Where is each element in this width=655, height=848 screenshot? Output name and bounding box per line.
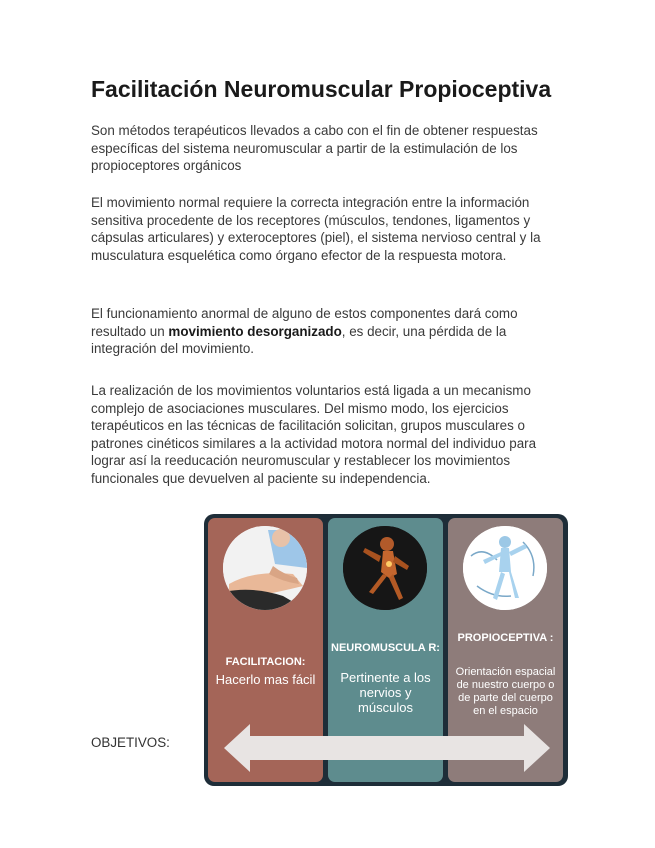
paragraph-definition: Son métodos terapéuticos llevados a cabo con el fin de obtener respuestas específicas del sistema neuromuscular a partir de la estimulación de los propioceptores orgánicos xyxy=(91,123,538,174)
paragraph-voluntary-movements: La realización de los movimientos voluntarios está ligada a un mecanismo complejo de asociaciones musculares. Del mismo modo, los ejercicios terapéuticos en las técnicas de facilitación solicitan, grupos musculares o patrones cinéticos similares a la actividad motora normal del individuo para lograr así la reeducación neuromuscular y restablecer los movimientos funcionales que devuelven al paciente su independencia. xyxy=(91,383,537,486)
anatomy-runner-icon xyxy=(343,526,427,610)
objetivos-label: OBJETIVOS: xyxy=(91,735,170,750)
paragraph-normal-movement: El movimiento normal requiere la correcta integración entre la información sensitiva procedente de los receptores (músculos, tendones, ligamentos y cápsulas articulares) y exteroceptores (piel), el sistema nervioso central y la musculatura esquelética como órgano efector de la respuesta motora. xyxy=(91,195,541,263)
panel-description: Pertinente a los nervios y músculos xyxy=(340,670,431,715)
body-orientation-icon xyxy=(463,526,547,610)
concept-graphic xyxy=(204,514,568,786)
paragraph-text: , es decir, una pérdida de la integración del movimiento. xyxy=(91,323,507,357)
panel-title: NEUROMUSCULA R: xyxy=(331,642,440,654)
therapy-photo-icon xyxy=(223,526,307,610)
panel-title: FACILITACION: xyxy=(225,656,306,668)
document-title: Facilitación Neuromuscular Propioceptiva xyxy=(91,76,552,102)
paragraph-text: El funcionamiento anormal de alguno de estos componentes dará como resultado un xyxy=(91,306,518,339)
double-arrow-icon xyxy=(224,722,550,774)
panel-description: Hacerlo mas fácil xyxy=(215,672,316,687)
panel-title: PROPIOCEPTIVA : xyxy=(457,632,554,644)
bold-term: movimiento desorganizado xyxy=(168,323,342,339)
panel-description: Orientación espacial de nuestro cuerpo o de parte del cuerpo en el espacio xyxy=(455,666,556,717)
paragraph-abnormal-function xyxy=(91,305,571,358)
